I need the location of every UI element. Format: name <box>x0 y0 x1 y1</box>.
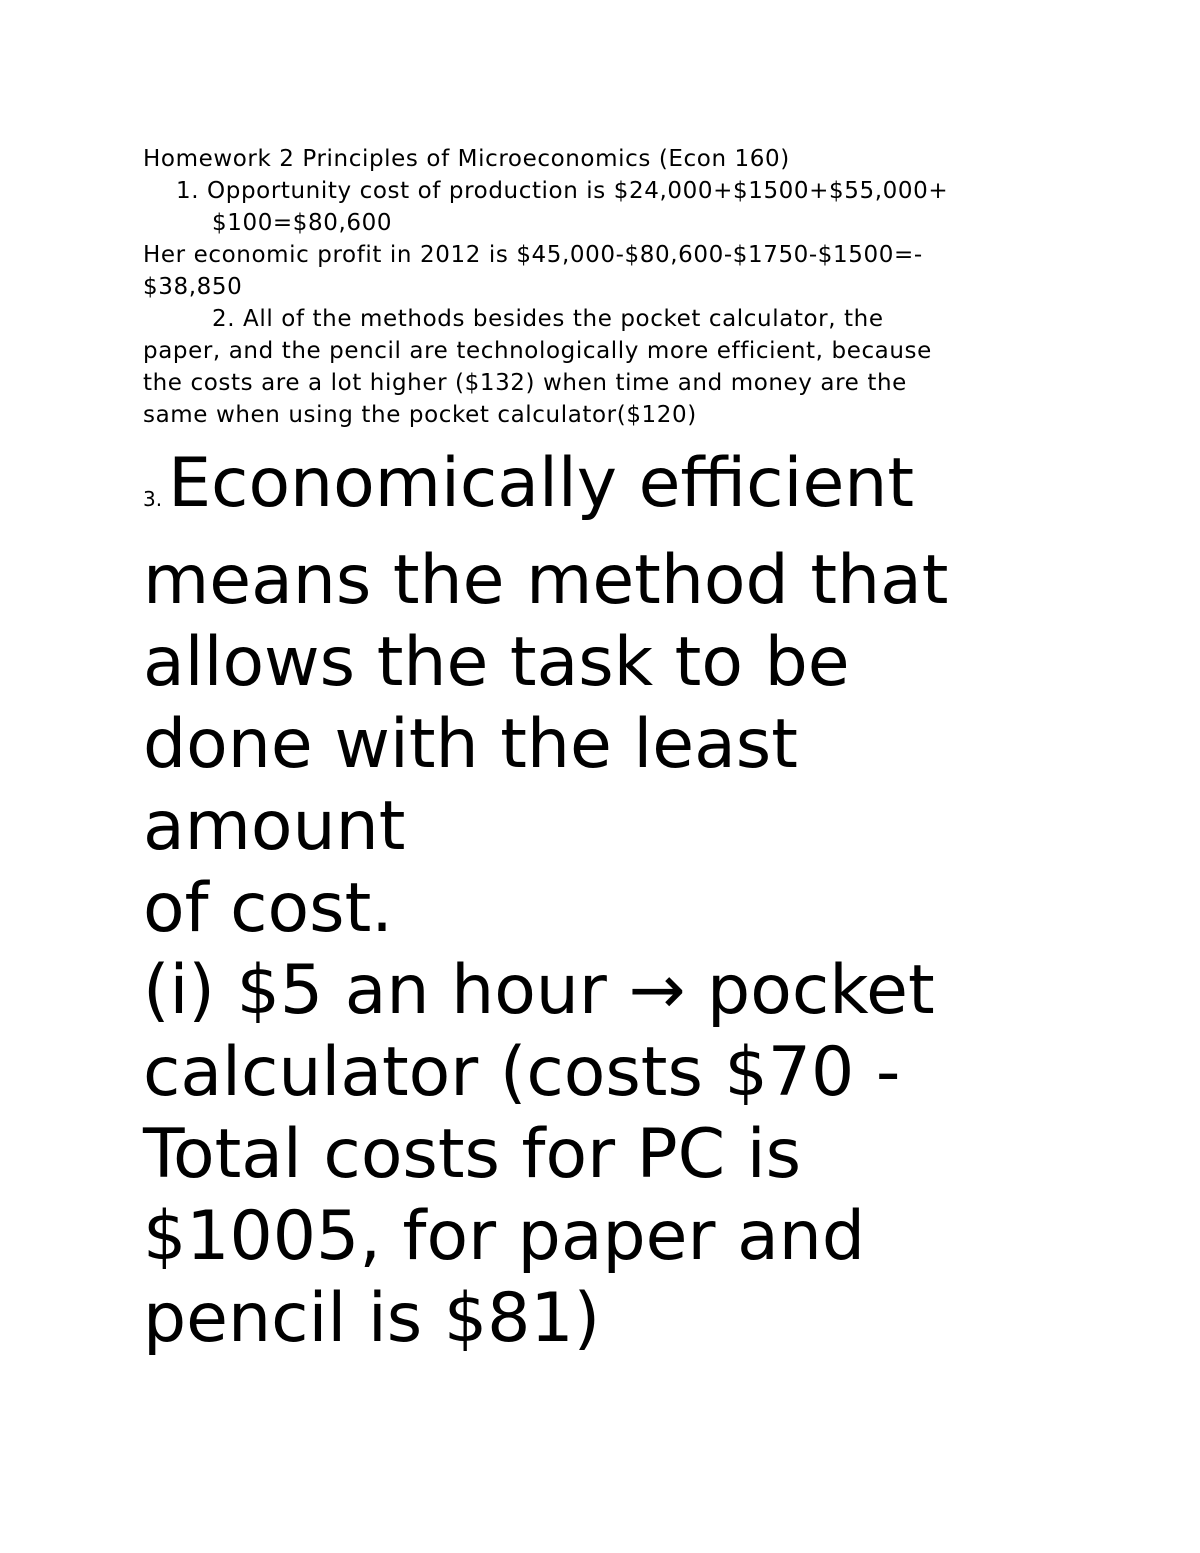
item-2-line-4: same when using the pocket calculator($120) <box>143 402 697 428</box>
item-3-marker: 3. <box>143 487 163 511</box>
item-3-line-6: of cost. <box>143 869 393 948</box>
item-3-line-9: Total costs for PC is <box>143 1115 802 1194</box>
item-3-line-10: $1005, for paper and <box>143 1197 866 1276</box>
item-2-line-2: paper, and the pencil are technologically more efficient, because <box>143 338 932 364</box>
item-3-line-8: calculator (costs $70 - <box>143 1033 901 1112</box>
item-3-line-3: allows the task to be <box>143 623 850 702</box>
item-3-line-11: pencil is $81) <box>143 1279 601 1358</box>
item-3-line-7: (i) $5 an hour → pocket <box>143 951 935 1030</box>
item-2-line-1: 2. All of the methods besides the pocket calculator, the <box>212 306 884 332</box>
profit-line-2: $38,850 <box>143 274 243 300</box>
item-3 <box>143 443 1063 1360</box>
document-body <box>143 143 1063 1360</box>
document-title: Homework 2 Principles of Microeconomics (Econ 160) <box>143 146 790 172</box>
item-1-line-2: $100=$80,600 <box>212 210 393 236</box>
item-3-line-1 <box>143 443 1063 540</box>
item-1-line-1: 1. Opportunity cost of production is $24,000+$1500+$55,000+ <box>176 178 949 204</box>
item-3-line-5: amount <box>143 787 406 866</box>
item-2-line-3: the costs are a lot higher ($132) when time and money are the <box>143 370 907 396</box>
item-3-text-1: Economically efficient <box>168 444 915 523</box>
item-3-line-4: done with the least <box>143 705 798 784</box>
item-3-line-2: means the method that <box>143 541 949 620</box>
profit-line-1: Her economic profit in 2012 is $45,000-$80,600-$1750-$1500=- <box>143 242 923 268</box>
